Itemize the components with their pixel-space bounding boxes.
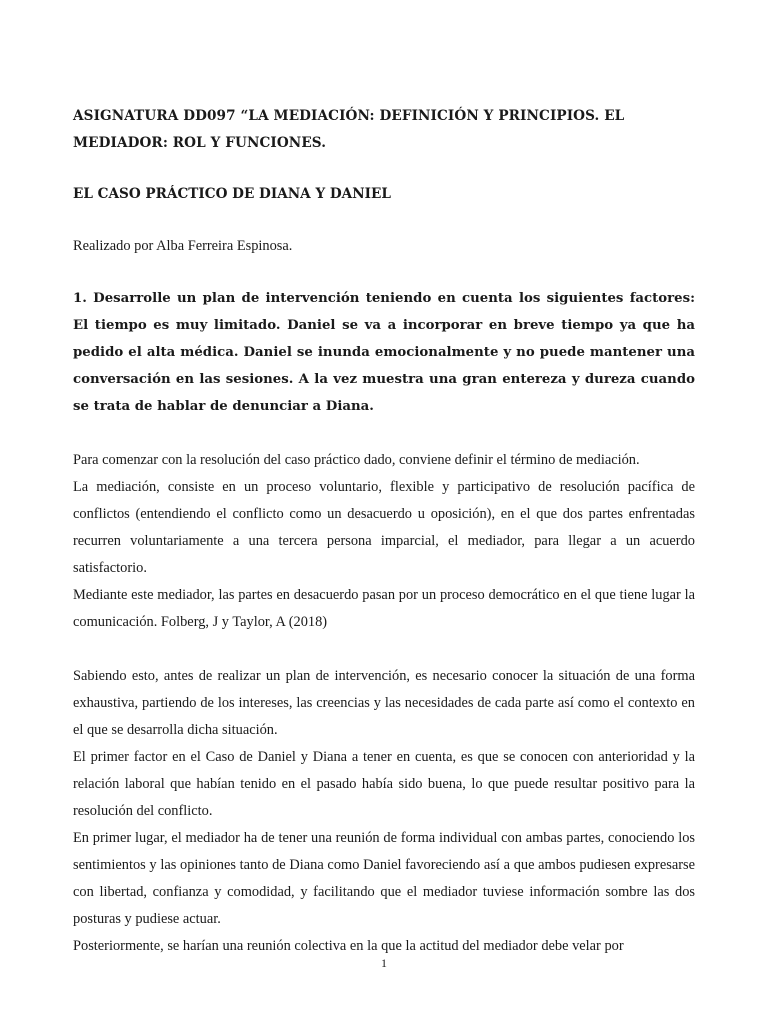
document-body (73, 103, 695, 960)
page-number: 1 (381, 956, 387, 970)
document-title: ASIGNATURA DD097 “LA MEDIACIÓN: DEFINICIÓN Y PRINCIPIOS. EL MEDIADOR: ROL Y FUNCIONES. (73, 108, 625, 151)
author-line: Realizado por Alba Ferreira Espinosa. (73, 238, 293, 254)
body-paragraph: En primer lugar, el mediador ha de tener una reunión de forma individual con ambas partes, conociendo los sentimientos y las opiniones tanto de Diana como Daniel favoreciendo así a que ambos pudiesen expresarse con libertad, confianza y comodidad, y facilitando que el mediador tuviese información sombre las dos posturas y pudiese actuar. (73, 830, 695, 927)
body-paragraph: Para comenzar con la resolución del caso práctico dado, conviene definir el término de mediación. (73, 452, 640, 468)
body-paragraph: Sabiendo esto, antes de realizar un plan de intervención, es necesario conocer la situación de una forma exhaustiva, partiendo de los intereses, las creencias y las necesidades de cada parte así como el contexto en el que se desarrolla dicha situación. (73, 668, 695, 738)
question-paragraph: 1. Desarrolle un plan de intervención teniendo en cuenta los siguientes factores: El tiempo es muy limitado. Daniel se va a incorporar en breve tiempo ya que ha pedido el alta médica. Daniel se inunda emocionalmente y no puede mantener una conversación en las sesiones. A la vez muestra una gran entereza y dureza cuando se trata de hablar de denunciar a Diana. (73, 291, 695, 414)
body-paragraph: La mediación, consiste en un proceso voluntario, flexible y participativo de resolución pacífica de conflictos (entendiendo el conflicto como un desacuerdo u oposición), en el que dos partes enfrentadas recurren voluntariamente a una tercera persona imparcial, el mediador, para llegar a un acuerdo satisfactorio. (73, 479, 695, 576)
body-paragraph: Posteriormente, se harían una reunión colectiva en la que la actitud del mediador debe velar por (73, 938, 624, 954)
body-paragraph: El primer factor en el Caso de Daniel y Diana a tener en cuenta, es que se conocen con anterioridad y la relación laboral que habían tenido en el pasado había sido buena, lo que puede resultar positivo para la resolución del conflicto. (73, 749, 695, 819)
document-subtitle: EL CASO PRÁCTICO DE DIANA Y DANIEL (73, 186, 391, 202)
body-paragraph: Mediante este mediador, las partes en desacuerdo pasan por un proceso democrático en el que tiene lugar la comunicación. Folberg, J y Taylor, A (2018) (73, 587, 695, 630)
